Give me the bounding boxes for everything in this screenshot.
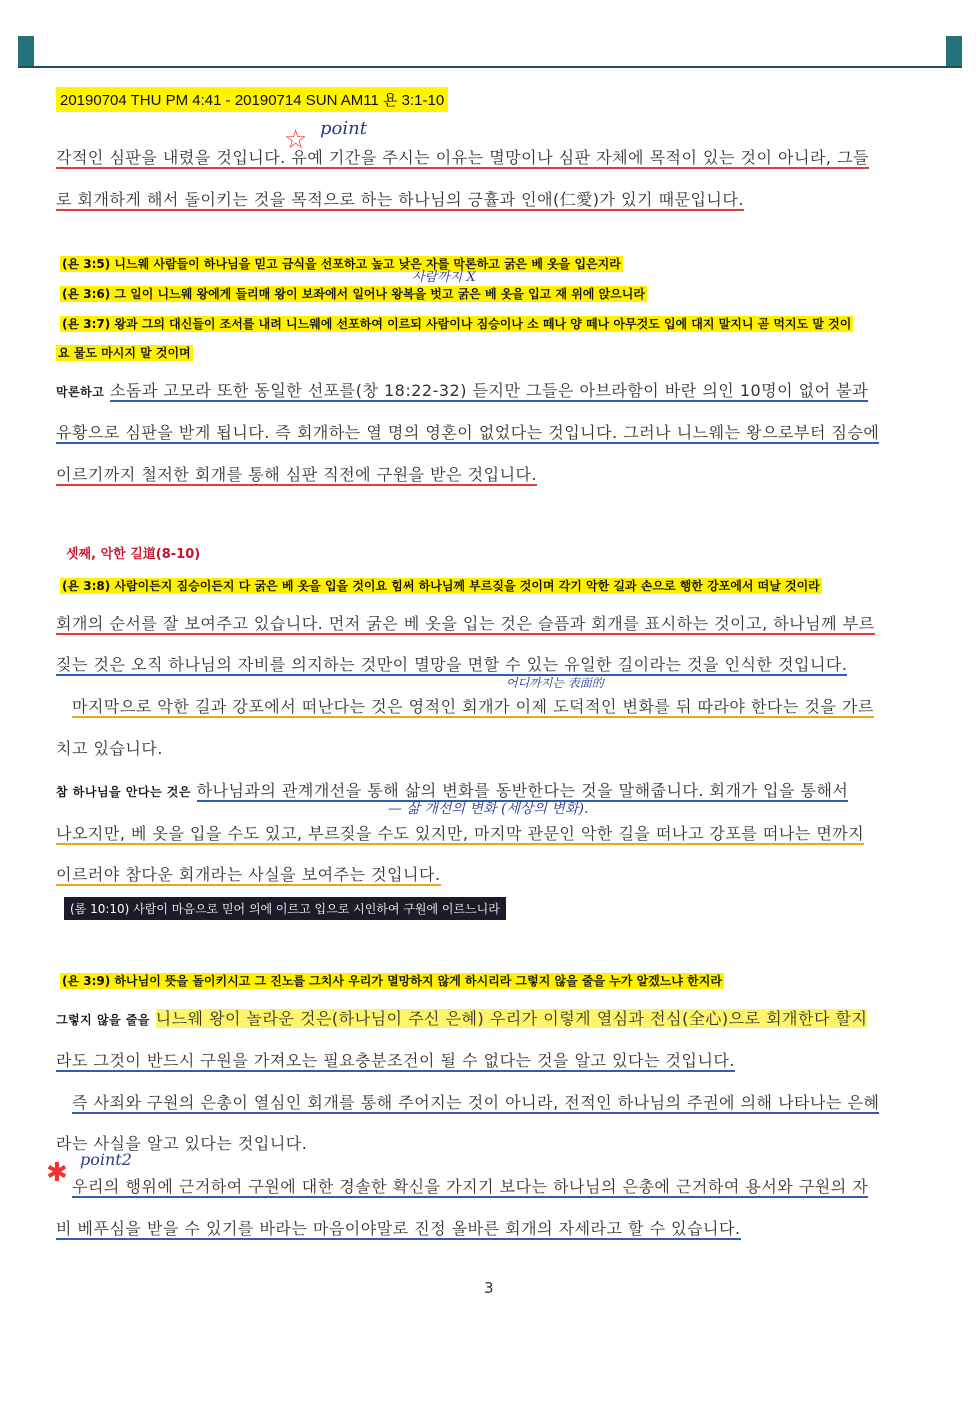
- para5-line3: 즉 사죄와 구원의 은총이 열심인 회개를 통해 주어지는 것이 아니라, 전적인 하나님의 주권에 의해 나타나는 은혜: [72, 1093, 880, 1112]
- para5-line6: 비 베푸심을 받을 수 있기를 바라는 마음이야말로 진정 올바른 회개의 자세라고 할 수 있습니다.: [56, 1219, 741, 1238]
- handwritten-note-a: 사람까지 X: [412, 270, 476, 285]
- star-icon-2: ✱: [46, 1158, 68, 1188]
- para5-line1: 그렇지 않을 줄을 니느웨 왕이 놀라운 것은(하나님이 주신 은혜) 우리가 이렇게 열심과 전심(全心)으로 회개한다 할지: [56, 1009, 868, 1028]
- handwritten-note-b: 어디까지는 表面的: [506, 676, 604, 690]
- para3-line2: 짖는 것은 오직 하나님의 자비를 의지하는 것만이 멸망을 면할 수 있는 유일한 길이라는 것을 인식한 것입니다.: [56, 655, 848, 674]
- para1-line2: 로 회개하게 해서 돌이키는 것을 목적으로 하는 하나님의 긍휼과 인애(仁愛)가 있기 때문입니다.: [56, 190, 744, 209]
- date-range-header: 20190704 THU PM 4:41 - 20190714 SUN AM11 욘 3:1-10: [56, 87, 448, 112]
- para4-line1: 참 하나님을 안다는 것은 하나님과의 관계개선을 통해 삶의 변화를 동반한다는 것을 말해줍니다. 회개가 입을 통해서: [56, 781, 849, 800]
- para5-line2: 라도 그것이 반드시 구원을 가져오는 필요충분조건이 될 수 없다는 것을 알고 있다는 것입니다.: [56, 1051, 735, 1070]
- para3-line3: 마지막으로 악한 길과 강포에서 떠난다는 것은 영적인 회개가 이제 도덕적인 변화를 뒤 따라야 한다는 것을 가르: [72, 697, 874, 716]
- header-rule: [18, 66, 962, 68]
- handwritten-note-c: — 삶 개선의 변화 (세상의 변화).: [388, 801, 589, 817]
- para2-line2: 유황으로 심판을 받게 됩니다. 즉 회개하는 열 명의 영혼이 없었다는 것입니다. 그러나 니느웨는 왕으로부터 짐승에: [56, 423, 880, 442]
- verse-3-9: (욘 3:9) 하나님이 뜻을 돌이키시고 그 진노를 그치사 우리가 멸망하지 않게 하시리라 그렇지 않을 줄을 누가 알겠느냐 한지라: [62, 974, 722, 988]
- right-bar-block: [946, 36, 962, 68]
- para3-line4: 치고 있습니다.: [56, 739, 163, 758]
- verse-3-7b: 요 물도 마시지 말 것이며: [58, 346, 191, 360]
- section-title-third: 셋째, 악한 길道(8-10): [66, 547, 201, 562]
- para1-line1: 각적인 심판을 내렸을 것입니다. 유예 기간을 주시는 이유는 멸망이나 심판 자체에 목적이 있는 것이 아니라, 그들: [56, 148, 869, 167]
- verse-3-6: (욘 3:6) 그 일이 니느웨 왕에게 들리매 왕이 보좌에서 일어나 왕복을 벗고 굵은 베 옷을 입고 재 위에 앉으니라: [62, 287, 645, 301]
- handwritten-point2-note: point2: [80, 1150, 132, 1169]
- para3-line1: 회개의 순서를 잘 보여주고 있습니다. 먼저 굵은 베 옷을 입는 것은 슬픔과 회개를 표시하는 것이고, 하나님께 부르: [56, 614, 875, 633]
- verse-3-8: (욘 3:8) 사람이든지 짐승이든지 다 굵은 베 옷을 입을 것이요 힘써 하나님께 부르짖을 것이며 각기 악한 길과 손으로 행한 강포에서 떠날 것이라: [62, 579, 820, 593]
- handwritten-point-note: point: [320, 118, 367, 139]
- para2-line3: 이르기까지 철저한 회개를 통해 심판 직전에 구원을 받은 것입니다.: [56, 465, 538, 484]
- page-number: 3: [484, 1279, 494, 1297]
- left-bar-block: [18, 36, 34, 68]
- para4-line2: 나오지만, 베 옷을 입을 수도 있고, 부르짖을 수도 있지만, 마지막 관문인 악한 길을 떠나고 강포를 떠나는 면까지: [56, 824, 865, 843]
- star-icon: ☆: [284, 125, 308, 155]
- verse-romans-10-10: (롬 10:10) 사람이 마음으로 믿어 의에 이르고 입으로 시인하여 구원에 이르느니라: [64, 897, 506, 920]
- para5-line4: 라는 사실을 알고 있다는 것입니다.: [56, 1134, 308, 1153]
- para2-line1: 막론하고 소돔과 고모라 또한 동일한 선포를(창 18:22-32) 듣지만 그들은 아브라함이 바란 의인 10명이 없어 불과: [56, 381, 869, 400]
- verse-3-7a: (욘 3:7) 왕과 그의 대신들이 조서를 내려 니느웨에 선포하여 이르되 사람이나 짐승이나 소 떼나 양 떼나 아무것도 입에 대지 말지니 곧 먹지도 말 것이: [62, 317, 852, 331]
- top-decoration-bar: [18, 36, 962, 68]
- para5-line5: 우리의 행위에 근거하여 구원에 대한 경솔한 확신을 가지기 보다는 하나님의 은총에 근거하여 용서와 구원의 자: [72, 1177, 869, 1196]
- verse-3-5: (욘 3:5) 니느웨 사람들이 하나님을 믿고 금식을 선포하고 높고 낮은 자를 막론하고 굵은 베 옷을 입은지라: [62, 257, 621, 271]
- para4-line3: 이르러야 참다운 회개라는 사실을 보여주는 것입니다.: [56, 865, 441, 884]
